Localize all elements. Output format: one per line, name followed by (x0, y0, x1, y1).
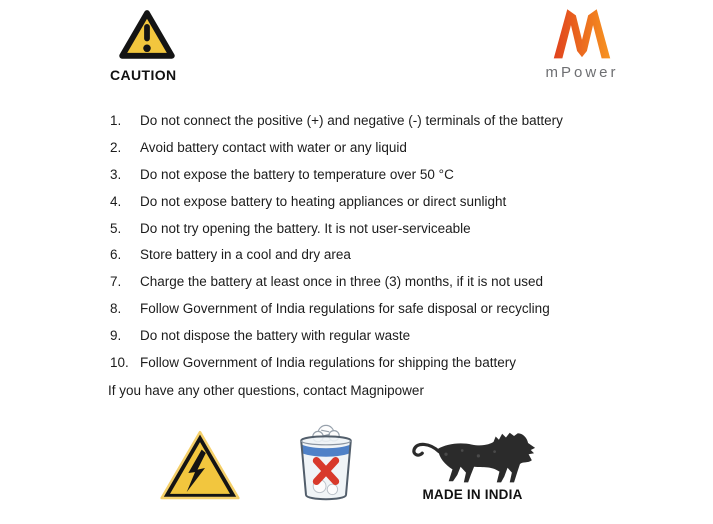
instruction-text: Charge the battery at least once in three (3) months, if it is not used (140, 274, 543, 290)
instruction-item (110, 322, 650, 349)
instruction-number: 8. (110, 301, 122, 317)
instruction-number: 1. (110, 112, 122, 128)
made-in-india-label: MADE IN INDIA (422, 487, 523, 502)
instruction-item (110, 295, 650, 322)
brand-logo (543, 8, 621, 81)
instruction-item (110, 215, 650, 242)
high-voltage-icon (158, 428, 242, 503)
made-in-india (405, 430, 540, 502)
instruction-item (110, 241, 650, 268)
instruction-number: 3. (110, 166, 122, 182)
instruction-number: 5. (110, 220, 122, 236)
instruction-list (110, 107, 650, 376)
instruction-number: 4. (110, 193, 122, 209)
contact-note: If you have any other questions, contact Magnipower (108, 382, 424, 398)
no-disposal-warning (294, 423, 358, 508)
caution-header (110, 9, 190, 83)
mpower-m-logo-icon (550, 8, 614, 62)
high-voltage-warning (158, 428, 242, 508)
make-in-india-lion-icon (408, 430, 538, 484)
instruction-text: Do not expose battery to heating appliances or direct sunlight (140, 193, 507, 209)
warning-triangle-icon (118, 9, 176, 61)
instruction-item (110, 268, 650, 295)
instruction-text: Store battery in a cool and dry area (140, 247, 351, 263)
instruction-text: Do not dispose the battery with regular waste (140, 328, 411, 344)
instruction-text: Do not connect the positive (+) and negative (-) terminals of the battery (140, 112, 563, 128)
instruction-text: Follow Government of India regulations for shipping the battery (140, 354, 516, 370)
no-disposal-bin-icon (294, 423, 358, 503)
instruction-item (110, 161, 650, 188)
instruction-number: 6. (110, 247, 122, 263)
brand-wordmark: mPower (545, 64, 619, 81)
instruction-number: 2. (110, 139, 122, 155)
instruction-item (110, 349, 650, 376)
instruction-text: Do not expose the battery to temperature over 50 °C (140, 166, 454, 182)
instruction-item (110, 134, 650, 161)
instruction-item (110, 107, 650, 134)
instruction-text: Do not try opening the battery. It is not user-serviceable (140, 220, 471, 236)
instruction-text: Avoid battery contact with water or any liquid (140, 139, 407, 155)
instruction-item (110, 188, 650, 215)
instruction-number: 9. (110, 328, 122, 344)
instruction-number: 7. (110, 274, 122, 290)
instruction-number: 10. (110, 354, 129, 370)
caution-label: CAUTION (110, 67, 177, 83)
instruction-text: Follow Government of India regulations for safe disposal or recycling (140, 301, 550, 317)
